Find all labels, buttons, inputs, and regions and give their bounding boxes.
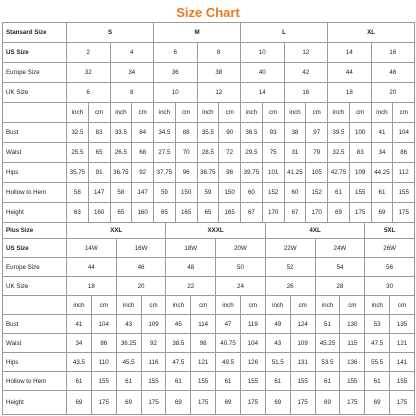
size-cell: 67 [284, 203, 306, 223]
size-cell: 8 [110, 83, 154, 103]
size-cell: 16W [116, 239, 166, 258]
size-cell: 8 [197, 43, 241, 63]
size-cell: 131 [290, 353, 315, 372]
size-cell: 28.5 [197, 143, 219, 163]
size-cell: 45.25 [315, 334, 340, 353]
plus-size-table [2, 222, 415, 415]
size-cell: 175 [390, 391, 415, 415]
size-cell: 51.5 [265, 353, 290, 372]
size-cell: 155 [240, 372, 265, 391]
row-label: Hollow to Hem [3, 372, 67, 391]
size-cell: 37.75 [154, 163, 176, 183]
size-cell: 10 [241, 43, 285, 63]
size-cell: 175 [290, 391, 315, 415]
size-cell: cm [91, 296, 116, 315]
size-cell: 126 [240, 353, 265, 372]
size-row-units [3, 296, 415, 315]
row-label: Europe Size [3, 63, 67, 83]
row-label: Waist [3, 143, 67, 163]
size-row-europe-size [3, 63, 415, 83]
size-cell: 155 [340, 372, 365, 391]
size-cell: 40.75 [216, 334, 241, 353]
size-cell: 110 [91, 353, 116, 372]
size-cell: 32.5 [67, 123, 89, 143]
size-cell: 155 [141, 372, 166, 391]
size-cell: 38 [197, 63, 241, 83]
size-cell: 61 [166, 372, 191, 391]
size-cell: 53 [365, 315, 390, 334]
size-cell: 60 [241, 183, 263, 203]
size-cell: 43 [116, 315, 141, 334]
size-cell: 72 [219, 143, 241, 163]
size-cell: 26W [365, 239, 415, 258]
size-cell: 69 [371, 203, 393, 223]
size-cell: 26.5 [110, 143, 132, 163]
size-cell: 61 [315, 372, 340, 391]
size-cell: 61 [216, 372, 241, 391]
size-cell: 47.5 [166, 353, 191, 372]
size-cell: 36 [154, 63, 198, 83]
size-cell: 152 [306, 183, 328, 203]
size-cell: 69 [216, 391, 241, 415]
size-cell: 52 [265, 258, 315, 277]
size-cell: 58 [110, 183, 132, 203]
size-cell: 42.75 [328, 163, 350, 183]
page-title: Size Chart [176, 5, 240, 20]
size-cell: 114 [191, 315, 216, 334]
size-row-uk-size [3, 277, 415, 296]
size-cell: 155 [91, 372, 116, 391]
size-cell: 36.75 [110, 163, 132, 183]
size-cell: 46 [116, 258, 166, 277]
size-cell: 97 [306, 123, 328, 143]
size-cell: 70 [175, 143, 197, 163]
size-cell: 112 [393, 163, 415, 183]
row-label: Hollow to Hem [3, 183, 67, 203]
size-cell: L [241, 23, 328, 43]
size-cell: 121 [390, 334, 415, 353]
size-cell: 2 [67, 43, 111, 63]
size-row-units [3, 103, 415, 123]
size-cell: 4 [110, 43, 154, 63]
size-cell: cm [306, 103, 328, 123]
size-cell: 98 [191, 334, 216, 353]
size-cell: 41 [67, 315, 92, 334]
size-cell: inch [371, 103, 393, 123]
size-cell: inch [67, 296, 92, 315]
size-cell: 41 [371, 123, 393, 143]
size-cell: 86 [91, 334, 116, 353]
size-cell: 22W [265, 239, 315, 258]
size-cell: 165 [219, 203, 241, 223]
size-cell: 26 [265, 277, 315, 296]
size-cell: 155 [390, 372, 415, 391]
size-cell: 4XL [265, 223, 364, 239]
size-cell: cm [393, 103, 415, 123]
size-cell: 83 [88, 123, 110, 143]
size-cell: cm [240, 296, 265, 315]
size-cell: cm [132, 103, 154, 123]
size-cell: 45 [166, 315, 191, 334]
size-cell: 47.5 [365, 334, 390, 353]
size-cell: 6 [67, 83, 111, 103]
size-cell: 32.5 [328, 143, 350, 163]
size-cell: 5XL [365, 223, 415, 239]
size-cell: inch [328, 103, 350, 123]
size-cell: 109 [349, 163, 371, 183]
size-cell: M [154, 23, 241, 43]
size-cell: 170 [306, 203, 328, 223]
row-label: Waist [3, 334, 67, 353]
size-cell: 39.75 [241, 163, 263, 183]
size-cell: inch [315, 296, 340, 315]
size-cell: 93 [262, 123, 284, 143]
size-cell: 101 [262, 163, 284, 183]
size-cell: 150 [175, 183, 197, 203]
size-cell: 48 [166, 258, 216, 277]
size-cell: 152 [262, 183, 284, 203]
size-cell: 109 [141, 315, 166, 334]
size-cell: 35.75 [67, 163, 89, 183]
size-cell: 155 [290, 372, 315, 391]
size-cell: 130 [340, 315, 365, 334]
size-cell: 170 [262, 203, 284, 223]
size-cell: 14 [241, 83, 285, 103]
plus-size-table-body [3, 223, 415, 415]
size-cell: 160 [132, 203, 154, 223]
size-cell: 29.5 [241, 143, 263, 163]
size-cell: 53.5 [315, 353, 340, 372]
size-cell: 18W [166, 239, 216, 258]
size-cell: 34 [371, 143, 393, 163]
size-cell: 175 [191, 391, 216, 415]
size-row-us-size [3, 43, 415, 63]
size-cell: 165 [175, 203, 197, 223]
size-cell: cm [390, 296, 415, 315]
size-row-height [3, 391, 415, 415]
size-cell: XXL [67, 223, 166, 239]
size-cell: 79 [306, 143, 328, 163]
size-cell: 147 [132, 183, 154, 203]
size-cell: 109 [290, 334, 315, 353]
size-cell: 24W [315, 239, 365, 258]
size-cell: 34 [110, 63, 154, 83]
size-row-height [3, 203, 415, 223]
size-cell: 28 [315, 277, 365, 296]
size-cell: 135 [390, 315, 415, 334]
size-cell: 150 [219, 183, 241, 203]
size-cell: 44 [328, 63, 372, 83]
standard-size-table [2, 22, 415, 223]
size-cell: 10 [154, 83, 198, 103]
size-cell: 141 [390, 353, 415, 372]
size-cell: inch [67, 103, 89, 123]
size-cell: 40 [241, 63, 285, 83]
size-row-us-size [3, 239, 415, 258]
row-label: US Size [3, 239, 67, 258]
row-label [3, 296, 67, 315]
size-row-bust [3, 315, 415, 334]
size-cell: 90 [219, 123, 241, 143]
row-label: US Size [3, 43, 67, 63]
size-cell: 61 [371, 183, 393, 203]
size-cell: 34 [67, 334, 92, 353]
size-cell: 121 [191, 353, 216, 372]
size-cell: 175 [240, 391, 265, 415]
size-cell: 92 [141, 334, 166, 353]
size-cell: 58 [67, 183, 89, 203]
size-cell: 175 [141, 391, 166, 415]
size-cell: inch [216, 296, 241, 315]
row-label: Height [3, 203, 67, 223]
size-cell: 155 [349, 183, 371, 203]
size-cell: 69 [67, 391, 92, 415]
size-cell: 59 [197, 183, 219, 203]
size-cell: cm [191, 296, 216, 315]
size-row-europe-size [3, 258, 415, 277]
size-cell: 59 [154, 183, 176, 203]
size-cell: cm [88, 103, 110, 123]
size-cell: inch [284, 103, 306, 123]
size-cell: 65 [110, 203, 132, 223]
size-cell: 96 [175, 163, 197, 183]
size-cell: inch [116, 296, 141, 315]
size-cell: 65 [88, 143, 110, 163]
size-cell: 136 [340, 353, 365, 372]
row-label: Stansard Size [3, 23, 67, 43]
size-cell: 36.5 [241, 123, 263, 143]
size-row-plus-size [3, 223, 415, 239]
size-cell: 14 [328, 43, 372, 63]
size-cell: 32 [67, 63, 111, 83]
size-cell: 18 [67, 277, 117, 296]
size-cell: inch [166, 296, 191, 315]
size-cell: 98 [219, 163, 241, 183]
size-cell: inch [110, 103, 132, 123]
size-cell: inch [241, 103, 263, 123]
size-row-hollow-to-hem [3, 372, 415, 391]
size-cell: 20 [116, 277, 166, 296]
size-cell: 160 [88, 203, 110, 223]
size-row-stansard-size [3, 23, 415, 43]
size-cell: 69 [328, 203, 350, 223]
size-cell: 56 [365, 258, 415, 277]
size-cell: 6 [154, 43, 198, 63]
size-cell: 61 [116, 372, 141, 391]
row-label: Bust [3, 123, 67, 143]
size-cell: 45.5 [116, 353, 141, 372]
size-cell: 25.5 [67, 143, 89, 163]
row-label: Hips [3, 163, 67, 183]
size-cell: 38.75 [197, 163, 219, 183]
size-cell: XL [328, 23, 415, 43]
standard-size-table-body [3, 23, 415, 223]
size-cell: 124 [290, 315, 315, 334]
size-cell: 175 [91, 391, 116, 415]
size-cell: 119 [240, 315, 265, 334]
size-cell: cm [290, 296, 315, 315]
row-label: Height [3, 391, 67, 415]
size-cell: cm [340, 296, 365, 315]
size-cell: cm [349, 103, 371, 123]
size-cell: 104 [240, 334, 265, 353]
size-cell: 69 [315, 391, 340, 415]
size-cell: 61 [67, 372, 92, 391]
size-cell: 83 [349, 143, 371, 163]
size-cell: 115 [340, 334, 365, 353]
row-label: Bust [3, 315, 67, 334]
size-row-waist [3, 334, 415, 353]
size-cell: 42 [284, 63, 328, 83]
size-row-hips [3, 353, 415, 372]
row-label: UK Size [3, 83, 67, 103]
row-label [3, 103, 67, 123]
size-cell: 91 [88, 163, 110, 183]
row-label: Plus Size [3, 223, 67, 239]
size-row-bust [3, 123, 415, 143]
size-cell: 24 [216, 277, 266, 296]
size-cell: 65 [154, 203, 176, 223]
size-cell: cm [141, 296, 166, 315]
size-cell: 54 [315, 258, 365, 277]
size-cell: 12 [284, 43, 328, 63]
size-cell: 69 [166, 391, 191, 415]
size-cell: 86 [393, 143, 415, 163]
size-cell: inch [365, 296, 390, 315]
row-label: Europe Size [3, 258, 67, 277]
size-cell: 67 [241, 203, 263, 223]
size-cell: 46 [371, 63, 415, 83]
size-cell: XXXL [166, 223, 265, 239]
size-cell: 175 [393, 203, 415, 223]
size-cell: 100 [349, 123, 371, 143]
size-cell: 34.5 [154, 123, 176, 143]
row-label: Hips [3, 353, 67, 372]
size-cell: 105 [306, 163, 328, 183]
size-cell: 61 [265, 372, 290, 391]
size-cell: 60 [284, 183, 306, 203]
size-cell: 61 [328, 183, 350, 203]
size-cell: 43 [265, 334, 290, 353]
size-cell: 39.5 [328, 123, 350, 143]
size-cell: 14W [67, 239, 117, 258]
size-cell: 51 [315, 315, 340, 334]
size-cell: S [67, 23, 154, 43]
size-cell: 16 [284, 83, 328, 103]
size-cell: 84 [132, 123, 154, 143]
size-cell: 155 [393, 183, 415, 203]
size-cell: 49.5 [216, 353, 241, 372]
size-cell: 88 [175, 123, 197, 143]
size-cell: 75 [262, 143, 284, 163]
size-cell: 41.25 [284, 163, 306, 183]
size-cell: 175 [349, 203, 371, 223]
size-cell: 20W [216, 239, 266, 258]
size-cell: 61 [365, 372, 390, 391]
size-cell: 68 [132, 143, 154, 163]
size-cell: 104 [91, 315, 116, 334]
size-cell: 50 [216, 258, 266, 277]
size-cell: 27.5 [154, 143, 176, 163]
size-cell: cm [175, 103, 197, 123]
size-row-waist [3, 143, 415, 163]
size-row-hollow-to-hem [3, 183, 415, 203]
size-cell: 104 [393, 123, 415, 143]
size-cell: inch [197, 103, 219, 123]
size-cell: 20 [371, 83, 415, 103]
size-cell: inch [265, 296, 290, 315]
size-cell: 36.25 [116, 334, 141, 353]
size-cell: 38 [284, 123, 306, 143]
size-cell: 31 [284, 143, 306, 163]
size-cell: 16 [371, 43, 415, 63]
size-cell: 63 [67, 203, 89, 223]
size-cell: 69 [116, 391, 141, 415]
size-cell: 69 [365, 391, 390, 415]
size-cell: 55.5 [365, 353, 390, 372]
size-row-hips [3, 163, 415, 183]
size-cell: 49 [265, 315, 290, 334]
size-cell: 65 [197, 203, 219, 223]
size-cell: cm [219, 103, 241, 123]
size-cell: 44 [67, 258, 117, 277]
size-row-uk-size [3, 83, 415, 103]
size-cell: 33.5 [110, 123, 132, 143]
size-cell: 18 [328, 83, 372, 103]
size-cell: 92 [132, 163, 154, 183]
size-cell: 147 [88, 183, 110, 203]
size-cell: 12 [197, 83, 241, 103]
size-cell: 116 [141, 353, 166, 372]
row-label: UK Size [3, 277, 67, 296]
size-cell: inch [154, 103, 176, 123]
size-cell: 69 [265, 391, 290, 415]
size-cell: 30 [365, 277, 415, 296]
size-cell: 38.5 [166, 334, 191, 353]
size-cell: 47 [216, 315, 241, 334]
size-cell: 155 [191, 372, 216, 391]
size-cell: 43.5 [67, 353, 92, 372]
size-cell: 35.5 [197, 123, 219, 143]
size-cell: 175 [340, 391, 365, 415]
size-cell: cm [262, 103, 284, 123]
size-cell: 22 [166, 277, 216, 296]
size-cell: 44.25 [371, 163, 393, 183]
